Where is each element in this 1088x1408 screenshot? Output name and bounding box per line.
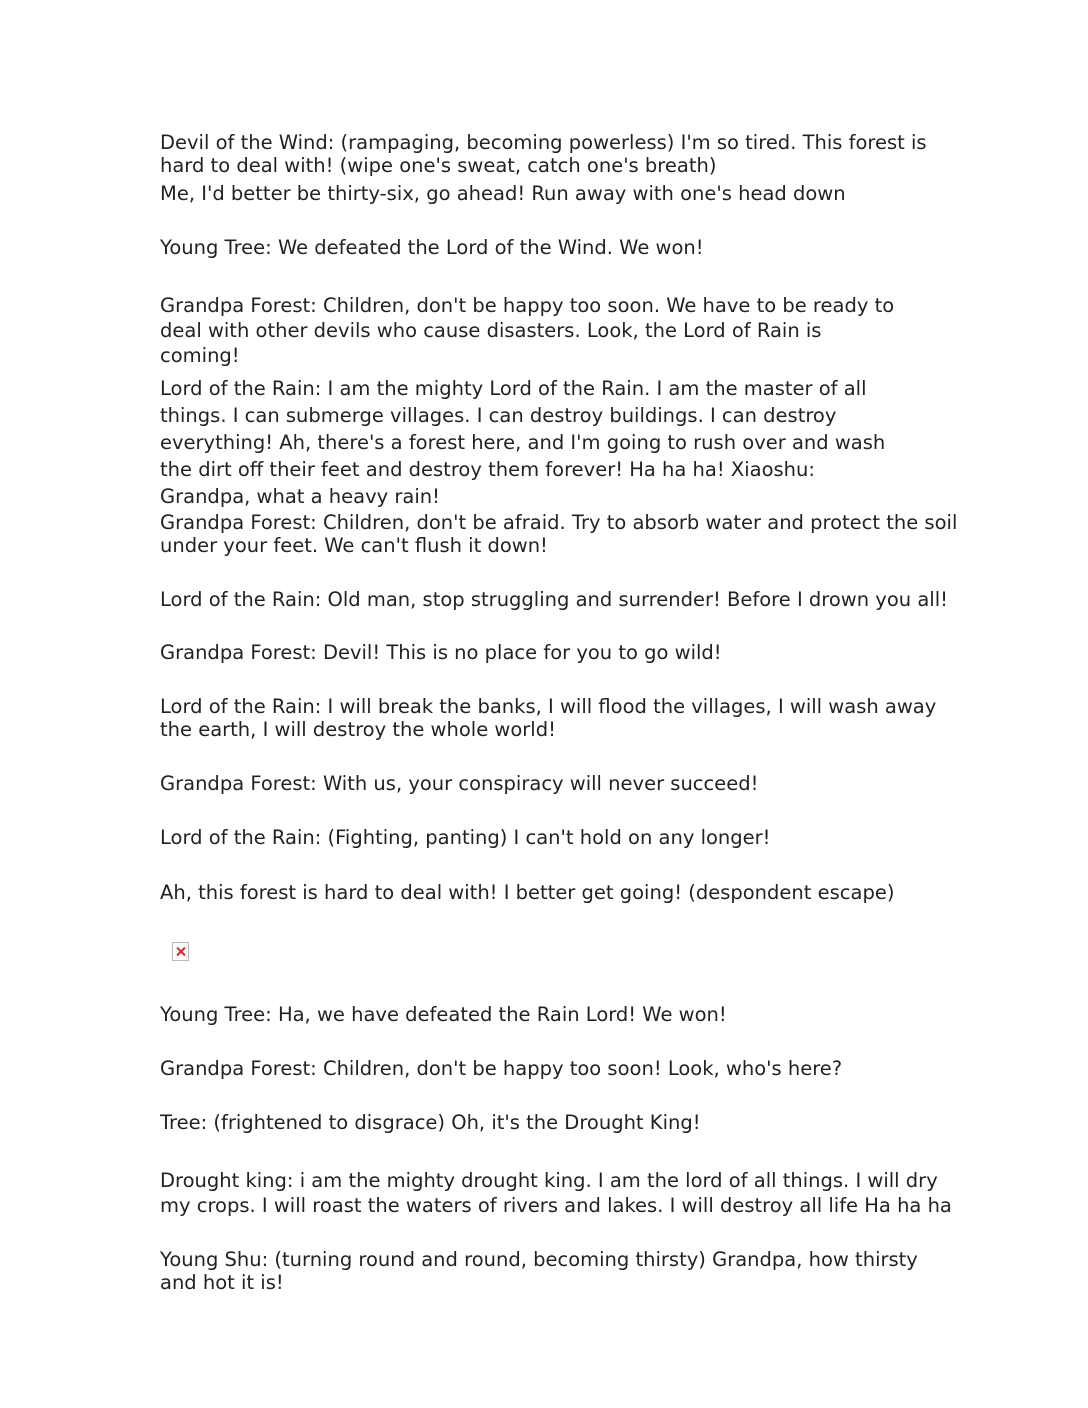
paragraph-12: Ah, this forest is hard to deal with! I better get going! (despondent escape)	[160, 881, 895, 904]
paragraph-13: Young Tree: Ha, we have defeated the Rain Lord! We won!	[160, 1003, 727, 1026]
paragraph-3: Young Tree: We defeated the Lord of the Wind. We won!	[160, 236, 704, 259]
paragraph-16: Drought king: i am the mighty drought king. I am the lord of all things. I will dry my crops. I will roast the waters of rivers and lakes. I will destroy all life Ha ha ha	[160, 1169, 952, 1217]
paragraph-11: Lord of the Rain: (Fighting, panting) I can't hold on any longer!	[160, 826, 771, 849]
paragraph-8: Grandpa Forest: Devil! This is no place for you to go wild!	[160, 641, 722, 664]
paragraph-4: Grandpa Forest: Children, don't be happy too soon. We have to be ready to deal with other devils who cause disasters. Look, the Lord of Rain is coming!	[160, 294, 895, 367]
document-page	[160, 0, 960, 1408]
paragraph-1: Devil of the Wind: (rampaging, becoming powerless) I'm so tired. This forest is hard to deal with! (wipe one's sweat, catch one's breath)	[160, 131, 927, 177]
paragraph-2: Me, I'd better be thirty-six, go ahead! Run away with one's head down	[160, 182, 846, 205]
paragraph-6: Grandpa Forest: Children, don't be afraid. Try to absorb water and protect the soil under your feet. We can't flush it down!	[160, 511, 958, 557]
paragraph-7: Lord of the Rain: Old man, stop struggling and surrender! Before I drown you all!	[160, 588, 948, 611]
paragraph-17: Young Shu: (turning round and round, becoming thirsty) Grandpa, how thirsty and hot it is!	[160, 1248, 918, 1294]
paragraph-10: Grandpa Forest: With us, your conspiracy will never succeed!	[160, 772, 759, 795]
paragraph-5: Lord of the Rain: I am the mighty Lord of the Rain. I am the master of all things. I can submerge villages. I can destroy buildings. I can destroy everything! Ah, there's a forest here, and I'm going to rush over and wash the dirt off their feet and destroy them forever! Ha ha ha! Xiaoshu: Grandpa, what a heavy rain!	[160, 377, 886, 508]
paragraph-15: Tree: (frightened to disgrace) Oh, it's the Drought King!	[160, 1111, 701, 1134]
broken-image-icon	[172, 942, 189, 961]
paragraph-14: Grandpa Forest: Children, don't be happy too soon! Look, who's here?	[160, 1057, 843, 1080]
paragraph-9: Lord of the Rain: I will break the banks, I will flood the villages, I will wash away the earth, I will destroy the whole world!	[160, 695, 937, 741]
broken-image-x-icon	[177, 947, 186, 956]
